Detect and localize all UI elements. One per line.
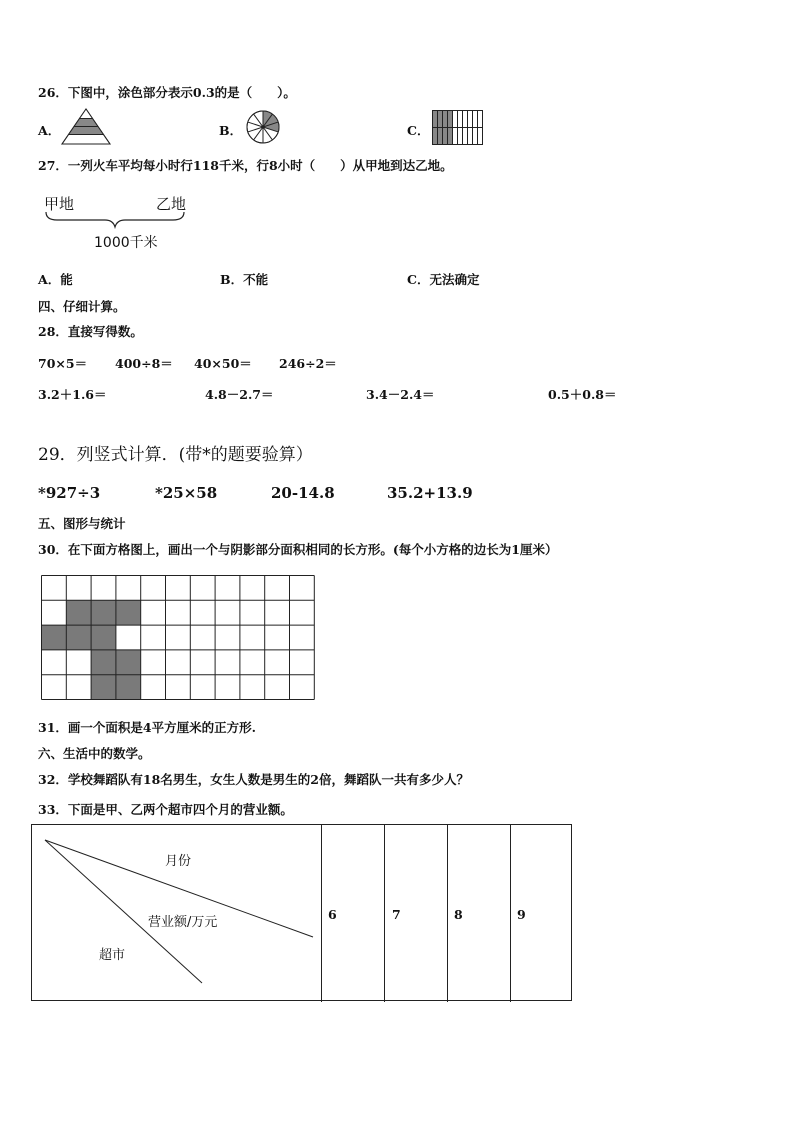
q28-item: 246÷2＝: [279, 356, 337, 371]
q26-option-b-label: B．: [219, 123, 243, 138]
q28-item: 0.5＋0.8＝: [548, 387, 617, 402]
q27-distance-label: 1000千米: [94, 235, 158, 251]
month-cell: 8: [454, 907, 463, 922]
q27-to-label: 乙地: [156, 195, 187, 213]
month-cell: 6: [328, 907, 337, 922]
distance-brace: [45, 211, 185, 231]
section-6-title: 六、生活中的数学。: [38, 746, 151, 761]
shaded-cell: [116, 650, 141, 675]
section-4-title: 四、仔细计算。: [38, 299, 126, 314]
shaded-cell: [91, 625, 116, 650]
shaded-cell: [116, 600, 141, 625]
q33-stem: 33．下面是甲、乙两个超市四个月的营业额。: [38, 802, 293, 817]
shaded-cell: [66, 625, 91, 650]
shaded-cell: [116, 675, 141, 700]
q27-stem: 27．一列火车平均每小时行118千米，行8小时（ ）从甲地到达乙地。: [38, 158, 453, 173]
shaded-circle-icon: [245, 110, 283, 146]
table-header-diagonals: [32, 825, 573, 1002]
header-market: 超市: [99, 948, 126, 963]
q29-item: *25×58: [155, 484, 218, 502]
q28-item: 3.2＋1.6＝: [38, 387, 107, 402]
q29-item: 20-14.8: [271, 484, 335, 502]
shaded-cell: [42, 625, 67, 650]
q27-option-c: C．无法确定: [407, 272, 480, 287]
revenue-table: [31, 824, 572, 1001]
q28-item: 40×50＝: [194, 356, 252, 371]
month-cell: 7: [392, 907, 401, 922]
q29-item: 35.2+13.9: [387, 484, 473, 502]
shaded-cell: [91, 650, 116, 675]
q32-stem: 32．学校舞蹈队有18名男生，女生人数是男生的2倍，舞蹈队一共有多少人？: [38, 772, 469, 787]
q27-option-a: A．能: [38, 272, 73, 287]
section-5-title: 五、图形与统计: [38, 516, 126, 531]
q26-option-a-label: A．: [38, 123, 61, 138]
shaded-triangle-icon: [60, 107, 112, 147]
q31-stem: 31．画一个面积是4平方厘米的正方形.: [38, 720, 256, 735]
q27-from-label: 甲地: [44, 195, 75, 213]
header-month: 月份: [165, 854, 192, 869]
q29-stem: 29．列竖式计算．(带*的题要验算）: [38, 445, 313, 465]
shaded-cell: [66, 600, 91, 625]
q28-stem: 28．直接写得数。: [38, 324, 143, 339]
shaded-cell: [91, 600, 116, 625]
shaded-cell: [91, 675, 116, 700]
q28-item: 400÷8＝: [115, 356, 173, 371]
q29-item: *927÷3: [38, 484, 101, 502]
q30-stem: 30．在下面方格图上，画出一个与阴影部分面积相同的长方形。(每个小方格的边长为1厘米）: [38, 542, 558, 557]
square-grid[interactable]: [41, 575, 316, 702]
header-revenue: 营业额/万元: [148, 915, 218, 930]
q27-option-b: B．不能: [220, 272, 269, 287]
shaded-bar-icon: [432, 110, 484, 146]
q26-stem: 26．下图中，涂色部分表示0.3的是（ ）。: [38, 85, 296, 100]
q28-item: 4.8－2.7＝: [205, 387, 274, 402]
q28-item: 3.4－2.4＝: [366, 387, 435, 402]
q28-item: 70×5＝: [38, 356, 88, 371]
month-cell: 9: [517, 907, 526, 922]
q26-option-c-label: C．: [407, 123, 430, 138]
